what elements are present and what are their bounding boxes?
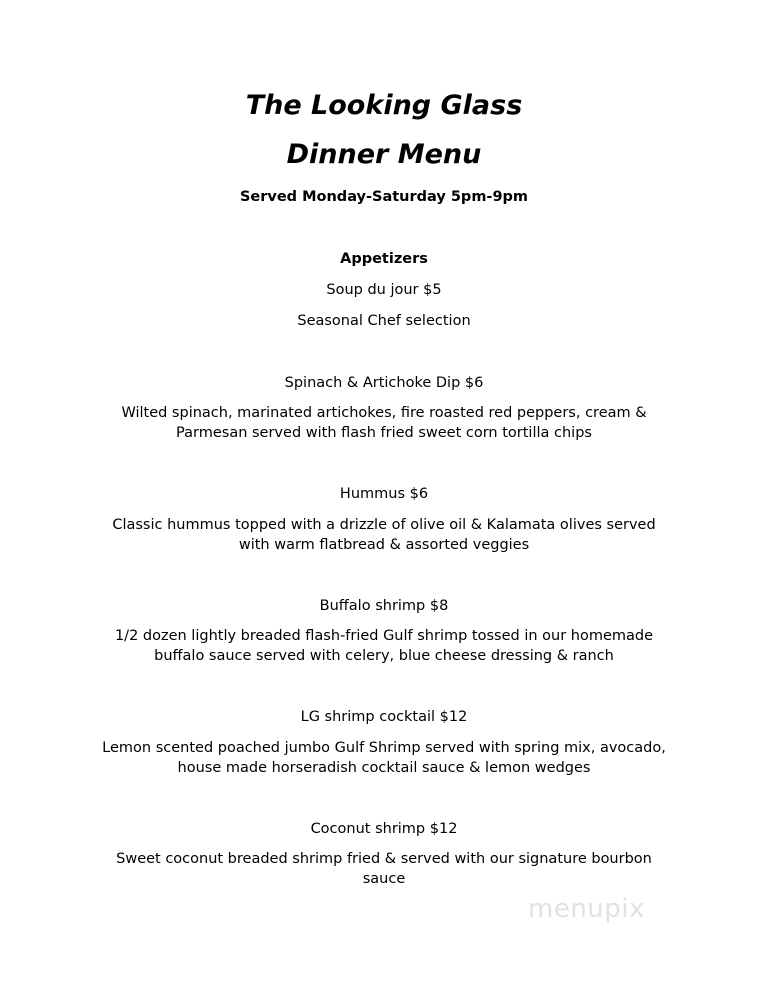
menu-item-name: LG shrimp cocktail $12 (300, 709, 468, 725)
menu-item-description: Sweet coconut breaded shrimp fried & served with our signature bourbon sauce (116, 851, 652, 887)
menu-item-name: Buffalo shrimp $8 (319, 598, 449, 614)
menu-item-name: Soup du jour $5 (326, 282, 442, 298)
section-heading: Appetizers (340, 251, 428, 267)
served-hours: Served Monday-Saturday 5pm-9pm (239, 189, 529, 205)
restaurant-title: The Looking Glass (245, 90, 523, 121)
menu-item-description: 1/2 dozen lightly breaded flash-fried Gulf shrimp tossed in our homemade buffalo sauce served with celery, blue cheese dressing & ranch (114, 628, 654, 664)
menu-item-description: Wilted spinach, marinated artichokes, fire roasted red peppers, cream & Parmesan served with flash fried sweet corn tortilla chips (121, 405, 647, 441)
menu-item-description: Lemon scented poached jumbo Gulf Shrimp served with spring mix, avocado, house made horseradish cocktail sauce & lemon wedges (102, 740, 666, 776)
menu-title: Dinner Menu (286, 139, 482, 170)
menu-item-name: Coconut shrimp $12 (310, 821, 458, 837)
menu-item-description: Classic hummus topped with a drizzle of olive oil & Kalamata olives served with warm flatbread & assorted veggies (112, 517, 656, 553)
menu-item-name: Spinach & Artichoke Dip $6 (284, 375, 484, 391)
menu-item-description: Seasonal Chef selection (297, 313, 471, 329)
menupix-watermark: menupix (528, 894, 645, 924)
menu-item-name: Hummus $6 (339, 486, 429, 502)
